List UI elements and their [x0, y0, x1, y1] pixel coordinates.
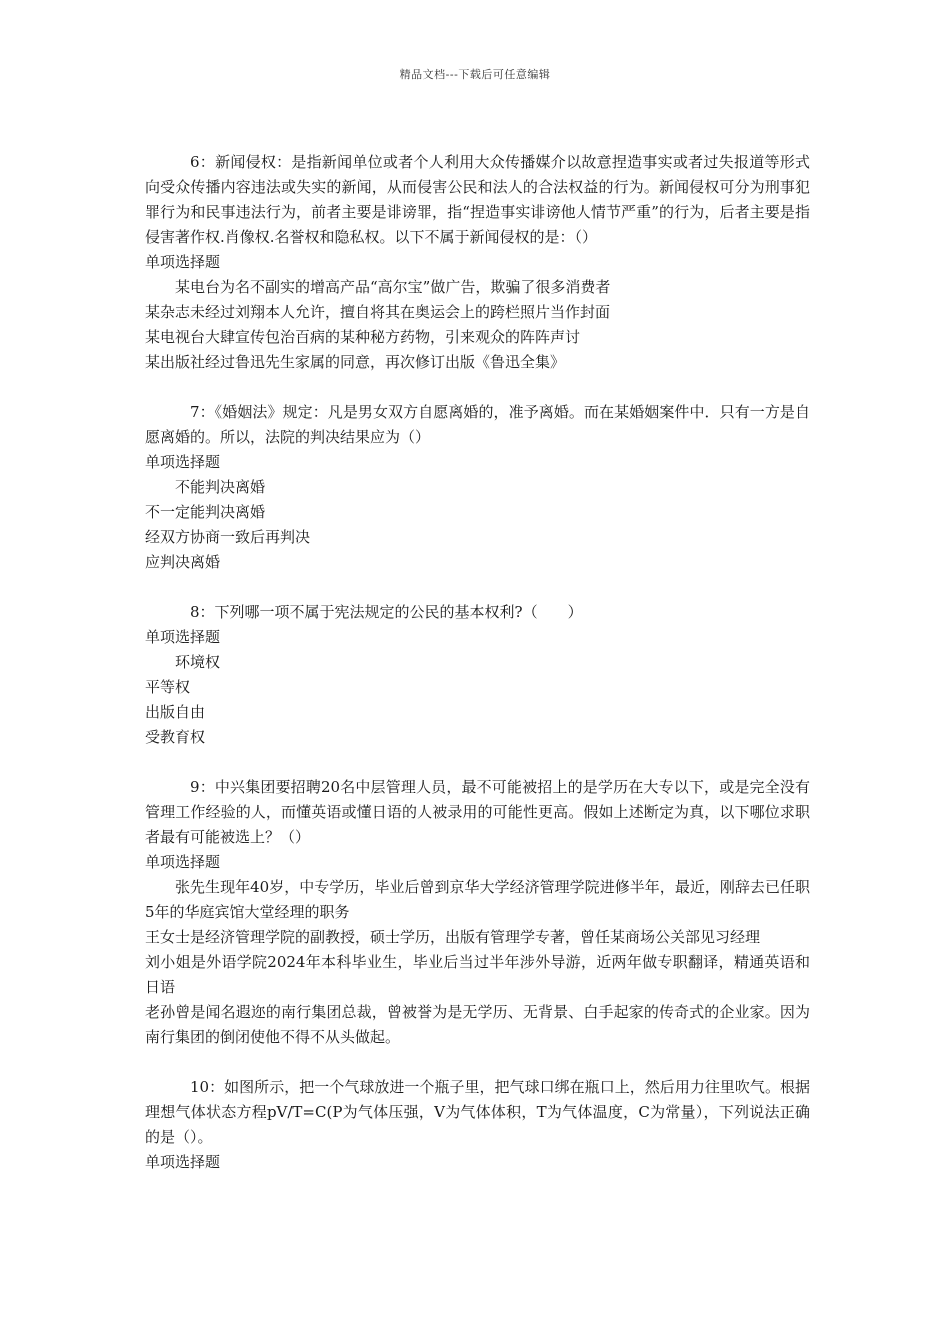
- question-7: [145, 400, 810, 575]
- question-type: 单项选择题: [145, 853, 221, 871]
- question-text: 9：中兴集团要招聘20名中层管理人员，最不可能被招上的是学历在大专以下，或是完全没有管理工作经验的人，而懂英语或懂日语的人被录用的可能性更高。假如上述断定为真，以下哪位求职者最有可能被选上？（）: [145, 778, 810, 846]
- question-10: [145, 1075, 810, 1175]
- option-b[interactable]: 平等权: [145, 678, 191, 696]
- option-c[interactable]: 出版自由: [145, 703, 206, 721]
- question-type: 单项选择题: [145, 253, 221, 271]
- option-b[interactable]: 不一定能判决离婚: [145, 503, 266, 521]
- option-a[interactable]: 某电台为名不副实的增高产品“高尔宝”做广告，欺骗了很多消费者: [175, 278, 611, 296]
- question-9: [145, 775, 810, 1050]
- option-a[interactable]: 张先生现年40岁，中专学历，毕业后曾到京华大学经济管理学院进修半年，最近，刚辞去已任职5年的华庭宾馆大堂经理的职务: [145, 878, 810, 921]
- option-c[interactable]: 经双方协商一致后再判决: [145, 528, 311, 546]
- question-type: 单项选择题: [145, 628, 221, 646]
- document-body: [145, 150, 810, 1200]
- option-c[interactable]: 刘小姐是外语学院2024年本科毕业生，毕业后当过半年涉外导游，近两年做专职翻译，精通英语和日语: [145, 953, 810, 996]
- option-d[interactable]: 老孙曾是闻名遐迩的南行集团总裁，曾被誉为是无学历、无背景、白手起家的传奇式的企业家。因为南行集团的倒闭使他不得不从头做起。: [145, 1003, 810, 1046]
- question-8: [145, 600, 810, 750]
- question-6: [145, 150, 810, 375]
- option-c[interactable]: 某电视台大肆宣传包治百病的某种秘方药物，引来观众的阵阵声讨: [145, 328, 581, 346]
- option-b[interactable]: 某杂志未经过刘翔本人允许，擅自将其在奥运会上的跨栏照片当作封面: [145, 303, 611, 321]
- question-text: 6：新闻侵权：是指新闻单位或者个人利用大众传播媒介以故意捏造事实或者过失报道等形式向受众传播内容违法或失实的新闻，从而侵害公民和法人的合法权益的行为。新闻侵权可分为刑事犯罪行为和民事违法行为，前者主要是诽谤罪，指“捏造事实诽谤他人情节严重”的行为，后者主要是指侵害著作权.肖像权.名誉权和隐私权。以下不属于新闻侵权的是：（）: [145, 153, 810, 246]
- page-header: 精品文档---下载后可任意编辑: [399, 68, 551, 81]
- question-type: 单项选择题: [145, 453, 221, 471]
- option-b[interactable]: 王女士是经济管理学院的副教授，硕士学历，出版有管理学专著，曾任某商场公关部见习经理: [145, 928, 761, 946]
- question-type: 单项选择题: [145, 1153, 221, 1171]
- option-a[interactable]: 不能判决离婚: [175, 478, 266, 496]
- option-d[interactable]: 应判决离婚: [145, 553, 221, 571]
- option-a[interactable]: 环境权: [175, 653, 221, 671]
- question-text: 10：如图所示，把一个气球放进一个瓶子里，把气球口绑在瓶口上，然后用力往里吹气。根据理想气体状态方程pV/T=C(P为气体压强，V为气体体积，T为气体温度，C为常量），下列说法正确的是（）。: [145, 1078, 810, 1146]
- question-text: 8：下列哪一项不属于宪法规定的公民的基本权利?（ ）: [190, 603, 583, 621]
- question-text: 7：《婚姻法》规定：凡是男女双方自愿离婚的，准予离婚。而在某婚姻案件中．只有一方是自愿离婚的。所以，法院的判决结果应为（）: [145, 403, 810, 446]
- option-d[interactable]: 某出版社经过鲁迅先生家属的同意，再次修订出版《鲁迅全集》: [145, 353, 566, 371]
- option-d[interactable]: 受教育权: [145, 728, 206, 746]
